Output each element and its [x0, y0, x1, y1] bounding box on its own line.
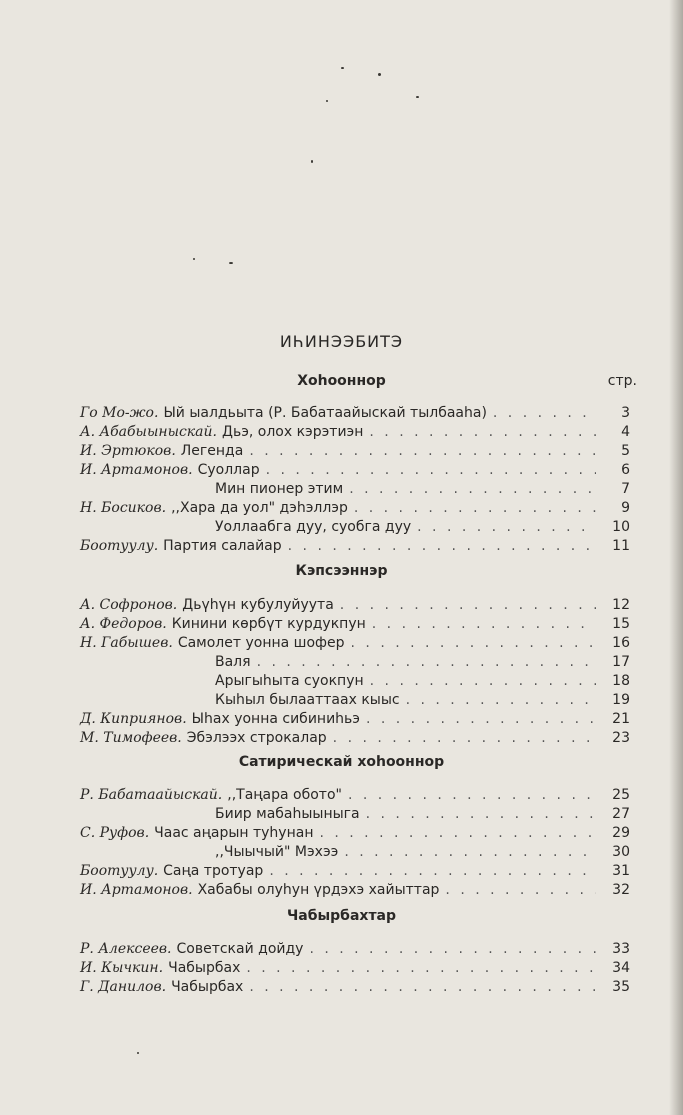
dot-leader — [249, 443, 596, 459]
entry-author: Р. Бабатаайыскай. — [80, 787, 223, 803]
entry-title: Ый ыалдьыта (Р. Бабатаайыскай тылбааһа) — [163, 405, 487, 421]
entry-title: Партия салайар — [163, 538, 282, 554]
dot-leader — [288, 538, 596, 554]
entry-page: 34 — [612, 960, 630, 976]
entry-author: И. Артамонов. — [80, 462, 193, 478]
toc-entry — [80, 960, 630, 978]
scan-speck — [326, 100, 328, 102]
page-edge-shadow — [669, 0, 683, 1115]
entry-author: Р. Алексеев. — [80, 941, 172, 957]
entry-page: 33 — [612, 941, 630, 957]
scan-speck — [193, 258, 195, 260]
entry-page: 27 — [612, 806, 630, 822]
toc-entry — [80, 673, 630, 691]
toc-entry — [80, 882, 630, 900]
entry-author: А. Абабыыныскай. — [80, 424, 217, 440]
entry-page: 30 — [612, 844, 630, 860]
dot-leader — [445, 882, 596, 898]
toc-entry — [80, 481, 630, 499]
entry-author: И. Артамонов. — [80, 882, 193, 898]
section-heading: Кэпсээннэр — [295, 563, 388, 579]
entry-title: Чаас аңарын туһунан — [154, 825, 314, 841]
entry-page: 9 — [621, 500, 630, 516]
entry-author: И. Кычкин. — [80, 960, 164, 976]
entry-page: 17 — [612, 654, 630, 670]
toc-entry — [80, 941, 630, 959]
entry-page: 19 — [612, 692, 630, 708]
entry-title: Уоллаабга дуу, суобга дуу — [215, 519, 412, 535]
section-heading: Чабырбахтар — [286, 908, 397, 924]
dot-leader — [369, 424, 596, 440]
entry-page: 5 — [621, 443, 630, 459]
entry-page: 29 — [612, 825, 630, 841]
entry-title: Кыһыл былааттаах кыыс — [215, 692, 400, 708]
toc-entry — [80, 806, 630, 824]
entry-title: Легенда — [180, 443, 244, 459]
entry-page: 12 — [612, 597, 630, 613]
entry-author: Боотуулу. — [80, 538, 159, 554]
toc-entry — [80, 635, 630, 653]
scan-speck — [229, 262, 233, 264]
entry-page: 21 — [612, 711, 630, 727]
dot-leader — [333, 730, 596, 746]
toc-title: ИҺИНЭЭБИТЭ — [279, 332, 404, 351]
dot-leader — [249, 979, 596, 995]
toc-entry — [80, 519, 630, 537]
dot-leader — [493, 405, 596, 421]
toc-entry — [80, 825, 630, 843]
entry-page: 4 — [621, 424, 630, 440]
entry-author: Г. Данилов. — [80, 979, 167, 995]
entry-author: Н. Босиков. — [80, 500, 167, 516]
dot-leader — [340, 597, 596, 613]
toc-entry — [80, 462, 630, 480]
entry-page: 11 — [612, 538, 630, 554]
entry-title: Хабабы олуһун үрдэхэ хайыттар — [197, 882, 440, 898]
entry-title: Саңа тротуар — [163, 863, 264, 879]
toc-entry — [80, 692, 630, 710]
section-heading: Сатирическай хоһооннор — [238, 754, 445, 770]
entry-page: 18 — [612, 673, 630, 689]
entry-author: С. Руфов. — [80, 825, 150, 841]
toc-entry — [80, 711, 630, 729]
entry-title: Самолет уонна шофер — [177, 635, 345, 651]
entry-title: Чабырбах — [171, 979, 244, 995]
entry-page: 10 — [612, 519, 630, 535]
scan-speck — [341, 67, 344, 69]
dot-leader — [266, 462, 596, 478]
entry-page: 7 — [621, 481, 630, 497]
entry-title: Эбэлээх строкалар — [186, 730, 327, 746]
dot-leader — [370, 673, 596, 689]
entry-author: Го Мо-жо. — [80, 405, 159, 421]
entry-page: 3 — [621, 405, 630, 421]
entry-title: Ыһах уонна сибиниһьэ — [191, 711, 360, 727]
scan-speck — [311, 160, 313, 163]
entry-title: Мин пионер этим — [215, 481, 344, 497]
dot-leader — [406, 692, 596, 708]
toc-entry — [80, 844, 630, 862]
entry-title: Советскай дойду — [176, 941, 304, 957]
entry-title: Биир мабаһыыныга — [215, 806, 360, 822]
entry-page: 6 — [621, 462, 630, 478]
entry-title: Арыгыһыта суокпун — [215, 673, 364, 689]
dot-leader — [246, 960, 596, 976]
scan-speck — [378, 73, 381, 76]
page-column-label: стр. — [607, 373, 637, 389]
entry-page: 31 — [612, 863, 630, 879]
toc-entry — [80, 616, 630, 634]
entry-page: 35 — [612, 979, 630, 995]
scan-speck — [137, 1052, 139, 1054]
toc-entry — [80, 538, 630, 556]
toc-entry — [80, 424, 630, 442]
dot-leader — [372, 616, 596, 632]
toc-entry — [80, 443, 630, 461]
entry-page: 23 — [612, 730, 630, 746]
entry-author: Д. Киприянов. — [80, 711, 187, 727]
dot-leader — [366, 806, 596, 822]
entry-author: И. Эртюков. — [80, 443, 176, 459]
entry-title: ,,Хара да уол" дэһэллэр — [171, 500, 348, 516]
dot-leader — [319, 825, 596, 841]
dot-leader — [344, 844, 596, 860]
toc-entry — [80, 863, 630, 881]
entry-author: М. Тимофеев. — [80, 730, 182, 746]
toc-entry — [80, 405, 630, 423]
entry-page: 16 — [612, 635, 630, 651]
dot-leader — [309, 941, 596, 957]
entry-author: А. Федоров. — [80, 616, 167, 632]
dot-leader — [351, 635, 596, 651]
entry-author: Н. Габышев. — [80, 635, 173, 651]
entry-author: А. Софронов. — [80, 597, 178, 613]
toc-entry — [80, 979, 630, 997]
entry-page: 25 — [612, 787, 630, 803]
entry-title: Дьэ, олох кэрэтиэн — [222, 424, 364, 440]
entry-title: Суоллар — [197, 462, 260, 478]
scan-speck — [416, 96, 419, 98]
entry-page: 32 — [612, 882, 630, 898]
toc-entry — [80, 654, 630, 672]
entry-title: ,,Чыычый" Мэхээ — [215, 844, 339, 860]
dot-leader — [257, 654, 596, 670]
entry-title: Чабырбах — [168, 960, 241, 976]
toc-entry — [80, 730, 630, 748]
dot-leader — [417, 519, 596, 535]
entry-author: Боотуулу. — [80, 863, 159, 879]
dot-leader — [348, 787, 596, 803]
dot-leader — [269, 863, 596, 879]
entry-title: ,,Таңара обото" — [227, 787, 342, 803]
dot-leader — [366, 711, 596, 727]
entry-page: 15 — [612, 616, 630, 632]
entry-title: Дьүһүн кубулуйуута — [182, 597, 334, 613]
section-heading: Хоһооннор — [297, 373, 386, 389]
entry-title: Валя — [215, 654, 251, 670]
dot-leader — [354, 500, 596, 516]
toc-entry — [80, 597, 630, 615]
dot-leader — [349, 481, 596, 497]
toc-entry — [80, 787, 630, 805]
toc-entry — [80, 500, 630, 518]
entry-title: Кинини көрбүт курдукпун — [171, 616, 366, 632]
